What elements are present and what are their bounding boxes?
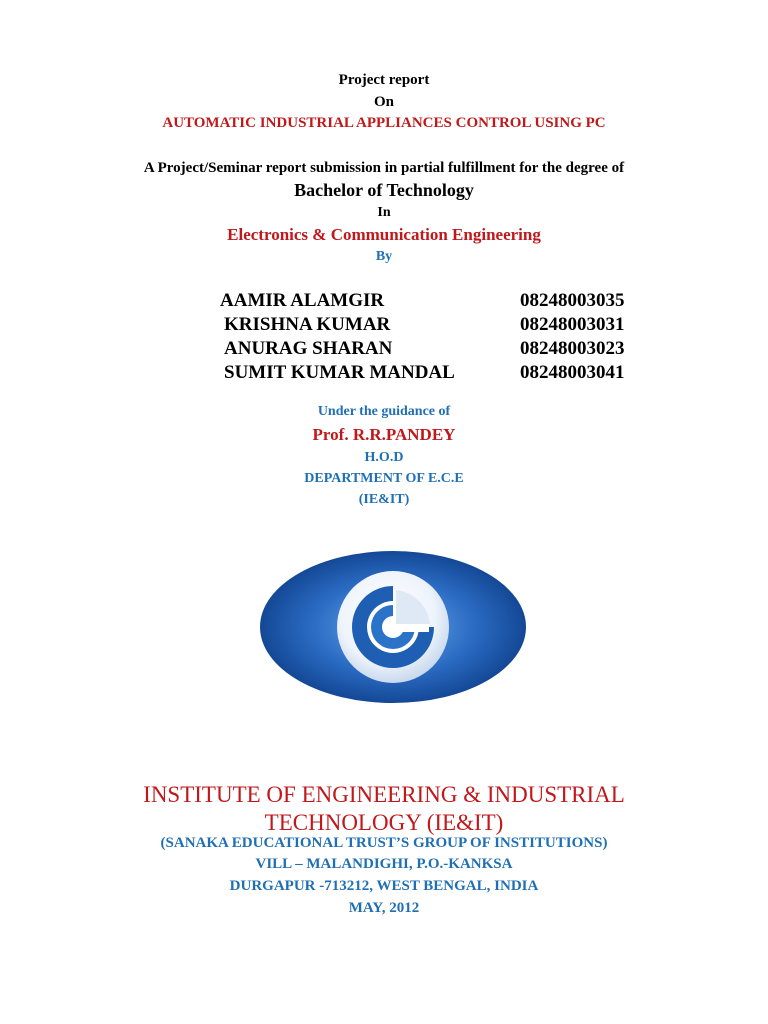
student-roll: 08248003041 — [520, 362, 625, 383]
by-label: By — [375, 249, 393, 264]
address-line1: VILL – MALANDIGHI, P.O.-KANKSA — [255, 856, 513, 872]
guide-designation: H.O.D — [364, 450, 404, 465]
student-row — [224, 338, 644, 362]
guide-department: DEPARTMENT OF E.C.E — [304, 471, 464, 486]
student-row — [224, 314, 644, 338]
student-row — [224, 362, 644, 386]
student-name: AAMIR ALAMGIR — [220, 290, 385, 311]
student-roll: 08248003031 — [520, 314, 625, 335]
student-name: SUMIT KUMAR MANDAL — [224, 362, 455, 383]
guide-name: Prof. R.R.PANDEY — [312, 425, 456, 444]
degree-name: Bachelor of Technology — [294, 180, 474, 200]
eye-logo-icon — [258, 548, 528, 706]
report-type-label: Project report — [338, 72, 430, 88]
institute-short: (IE&IT) — [358, 492, 410, 507]
student-roll: 08248003035 — [520, 290, 625, 311]
on-label: On — [373, 94, 394, 110]
submission-statement: A Project/Seminar report submission in partial fulfillment for the degree of — [143, 160, 625, 176]
guidance-label: Under the guidance of — [317, 404, 451, 419]
project-title: AUTOMATIC INDUSTRIAL APPLIANCES CONTROL USING PC — [162, 115, 606, 131]
student-roll: 08248003023 — [520, 338, 625, 359]
student-name: ANURAG SHARAN — [224, 338, 393, 359]
report-date: MAY, 2012 — [348, 900, 420, 916]
trust-group: (SANAKA EDUCATIONAL TRUST’S GROUP OF INSTITUTIONS) — [160, 835, 608, 851]
institute-logo — [258, 548, 528, 706]
institute-name-line2: TECHNOLOGY (IE&IT) — [264, 810, 504, 835]
branch-name: Electronics & Communication Engineering — [227, 225, 541, 244]
address-line2: DURGAPUR -713212, WEST BENGAL, INDIA — [229, 878, 539, 894]
in-label: In — [377, 205, 391, 220]
institute-name-line1: INSTITUTE OF ENGINEERING & INDUSTRIAL — [143, 782, 625, 807]
student-name: KRISHNA KUMAR — [224, 314, 391, 335]
student-row — [220, 290, 640, 314]
